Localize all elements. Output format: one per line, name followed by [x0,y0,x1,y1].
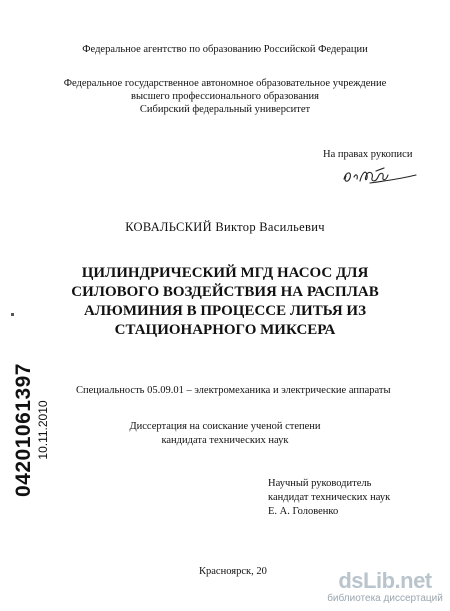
ministry-line: Федеральное агентство по образованию Российской Федерации [82,44,368,55]
rights-note: На правах рукописи [323,149,413,160]
watermark-logo: dsLib.net [338,568,432,593]
dissertation-line-1: Диссертация на соискание ученой степени [129,421,321,432]
supervisor-name: Е. А. Головенко [268,506,339,517]
institution-line-1: Федеральное государственное автономное образовательное учреждение [63,78,387,89]
author-name: КОВАЛЬСКИЙ Виктор Васильевич [125,220,325,234]
margin-mark [11,313,14,316]
thesis-title-line-2: СИЛОВОГО ВОЗДЕЙСТВИЯ НА РАСПЛАВ [71,284,379,300]
supervisor-line-2: кандидат технических наук [268,492,391,503]
dissertation-line-2: кандидата технических наук [161,435,289,446]
watermark [326,569,444,605]
specialty-line: Специальность 05.09.01 – электромеханика и электрические аппараты [76,385,391,396]
thesis-title-line-3: АЛЮМИНИЯ В ПРОЦЕССЕ ЛИТЬЯ ИЗ [83,303,367,319]
watermark-subtitle: библиотека диссертаций [327,593,443,604]
institution-line-2: высшего профессионального образования [131,91,319,102]
thesis-title-line-1: ЦИЛИНДРИЧЕСКИЙ МГД НАСОС ДЛЯ [81,265,369,281]
supervisor-line-1: Научный руководитель [268,478,372,489]
side-stamp-date: 10.11.2010 [36,400,50,460]
city-year: Красноярск, 20 [199,566,267,577]
handwritten-signature-icon [340,163,420,189]
thesis-title-line-4: СТАЦИОНАРНОГО МИКСЕРА [114,322,336,338]
side-stamp-code: 04201061397 [12,363,35,497]
institution-line-3: Сибирский федеральный университет [139,104,311,115]
